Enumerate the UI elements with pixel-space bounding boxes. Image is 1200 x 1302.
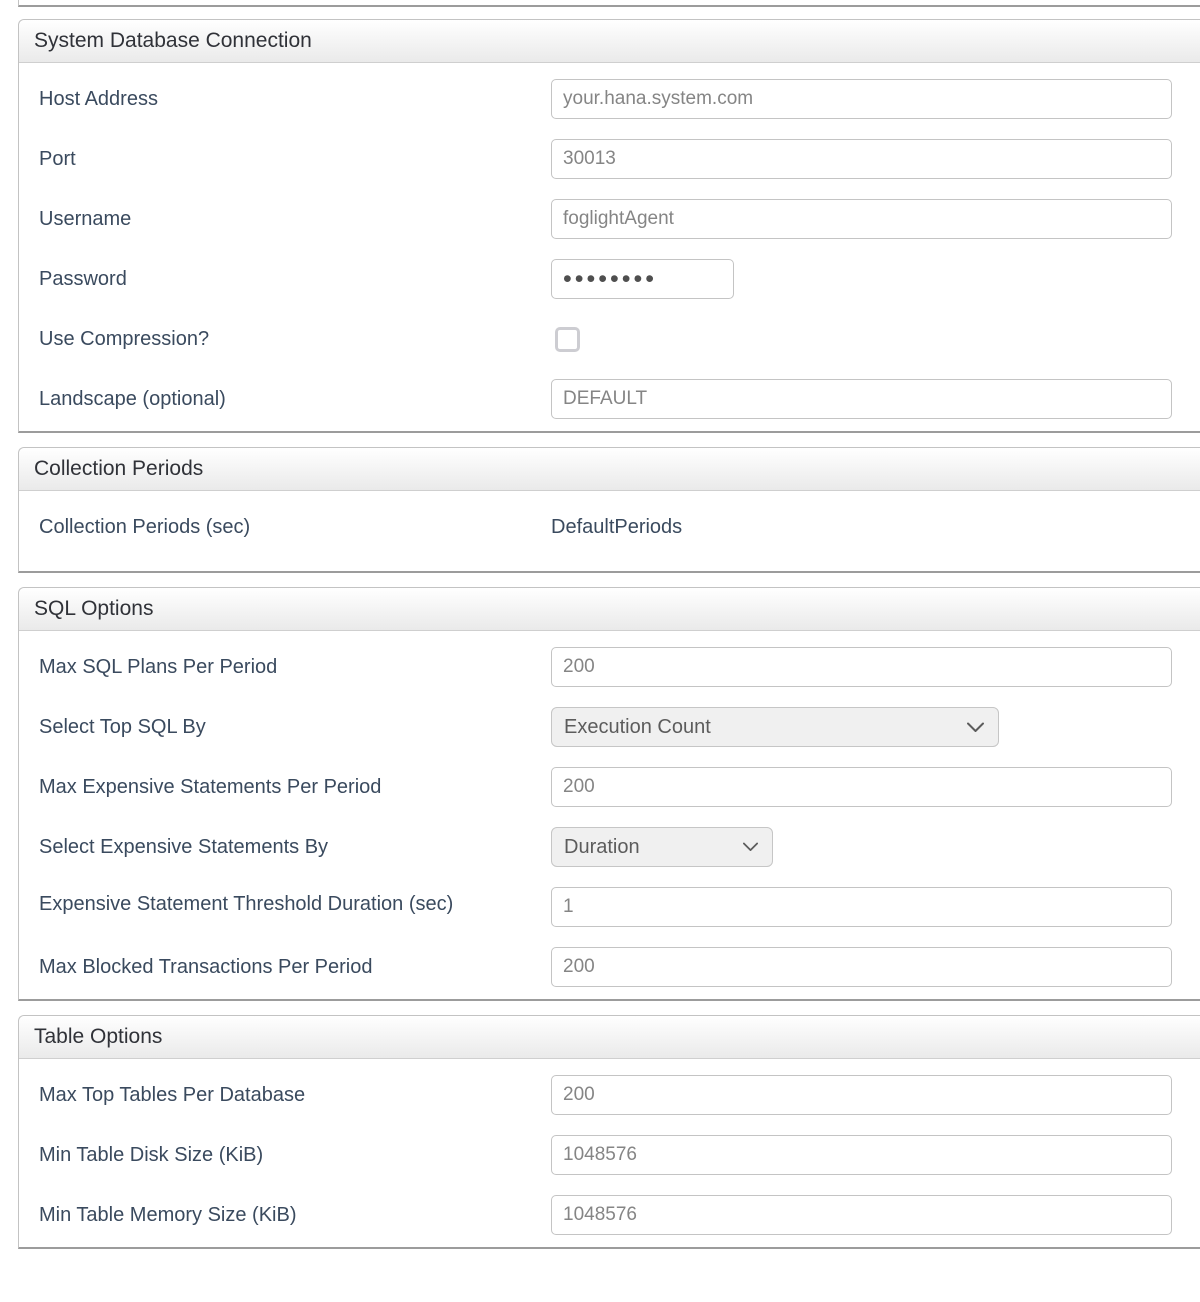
min-disk-size-label: Min Table Disk Size (KiB): [39, 1143, 264, 1166]
host-address-row: [39, 79, 1172, 119]
min-memory-size-row: [39, 1195, 1172, 1235]
host-address-input[interactable]: [551, 79, 1172, 119]
landscape-label: Landscape (optional): [39, 387, 226, 410]
threshold-duration-label: Expensive Statement Threshold Duration (sec): [39, 893, 454, 915]
password-row: [39, 259, 1172, 299]
max-expensive-statements-input[interactable]: [551, 767, 1172, 807]
threshold-duration-row: [39, 887, 1172, 927]
expensive-statements-by-label: Select Expensive Statements By: [39, 835, 329, 858]
top-sql-by-selected-value: Execution Count: [564, 715, 711, 738]
expensive-statements-by-selected-value: Duration: [564, 835, 640, 858]
min-memory-size-label: Min Table Memory Size (KiB): [39, 1203, 297, 1226]
expensive-statements-by-row: [39, 827, 1172, 867]
use-compression-checkbox[interactable]: [555, 327, 580, 352]
password-label: Password: [39, 267, 127, 290]
max-blocked-transactions-label: Max Blocked Transactions Per Period: [39, 955, 373, 978]
port-row: [39, 139, 1172, 179]
min-memory-size-input[interactable]: [551, 1195, 1172, 1235]
section-header-connection: System Database Connection: [19, 20, 1200, 63]
top-sql-by-select[interactable]: [551, 707, 999, 747]
username-row: [39, 199, 1172, 239]
username-input[interactable]: [551, 199, 1172, 239]
section-system-database-connection: [18, 19, 1200, 433]
max-sql-plans-row: [39, 647, 1172, 687]
port-label: Port: [39, 147, 76, 170]
password-input[interactable]: [551, 259, 734, 299]
host-address-label: Host Address: [39, 87, 158, 110]
top-sql-by-row: [39, 707, 1172, 747]
max-sql-plans-input[interactable]: [551, 647, 1172, 687]
min-disk-size-row: [39, 1135, 1172, 1175]
max-expensive-statements-label: Max Expensive Statements Per Period: [39, 775, 382, 798]
max-top-tables-row: [39, 1075, 1172, 1115]
username-label: Username: [39, 207, 132, 230]
section-sql-options: [18, 587, 1200, 1001]
min-disk-size-input[interactable]: [551, 1135, 1172, 1175]
collection-periods-row: [39, 507, 1172, 547]
section-header-collection-periods: Collection Periods: [19, 448, 1200, 491]
collection-periods-value[interactable]: DefaultPeriods: [551, 515, 683, 538]
chevron-down-icon: [743, 842, 758, 852]
previous-panel-edge: [18, 0, 1200, 7]
use-compression-row: [39, 319, 1172, 359]
top-sql-by-label: Select Top SQL By: [39, 715, 206, 738]
max-top-tables-label: Max Top Tables Per Database: [39, 1083, 306, 1106]
section-table-options: [18, 1015, 1200, 1249]
collection-periods-label: Collection Periods (sec): [39, 515, 251, 538]
threshold-duration-input[interactable]: [551, 887, 1172, 927]
max-blocked-transactions-input[interactable]: [551, 947, 1172, 987]
max-sql-plans-label: Max SQL Plans Per Period: [39, 655, 278, 678]
landscape-input[interactable]: [551, 379, 1172, 419]
use-compression-label: Use Compression?: [39, 327, 210, 350]
section-header-sql-options: SQL Options: [19, 588, 1200, 631]
section-header-table-options: Table Options: [19, 1016, 1200, 1059]
expensive-statements-by-select[interactable]: [551, 827, 773, 867]
max-top-tables-input[interactable]: [551, 1075, 1172, 1115]
max-expensive-statements-row: [39, 767, 1172, 807]
section-collection-periods: [18, 447, 1200, 573]
port-input[interactable]: [551, 139, 1172, 179]
landscape-row: [39, 379, 1172, 419]
max-blocked-transactions-row: [39, 947, 1172, 987]
chevron-down-icon: [967, 722, 984, 733]
